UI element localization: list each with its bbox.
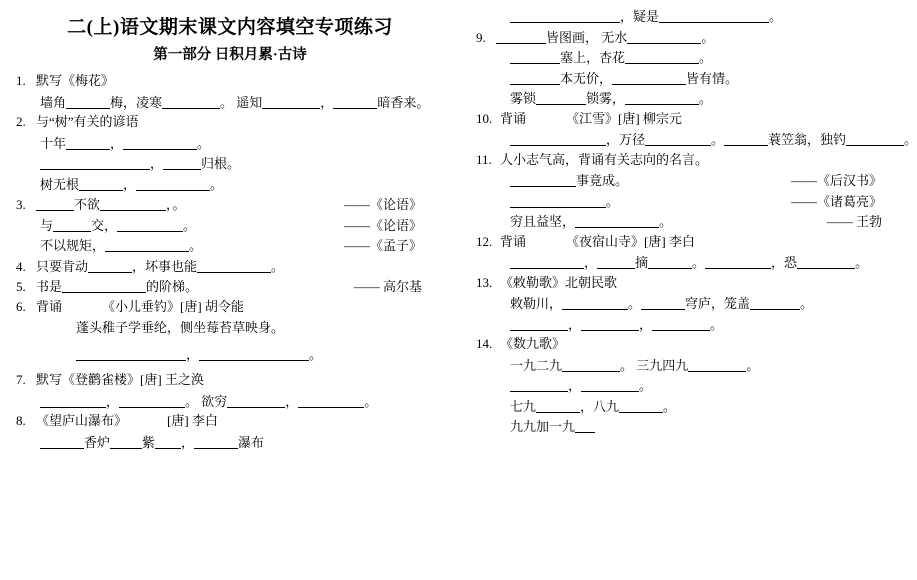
source-citation: ——《论语》: [343, 217, 422, 233]
source-citation: ——《论语》: [343, 197, 422, 213]
question-number: 8.: [16, 413, 26, 429]
fill-blank[interactable]: [536, 399, 580, 413]
fill-blank[interactable]: [227, 394, 285, 408]
source-citation: ——《诸葛亮》: [790, 193, 882, 209]
fill-blank[interactable]: [510, 71, 560, 85]
question-number: 3.: [16, 197, 26, 213]
fill-blank[interactable]: [612, 71, 686, 85]
static-text: 。: [701, 29, 715, 45]
fill-blank[interactable]: [510, 50, 560, 64]
fill-blank[interactable]: [163, 156, 201, 170]
static-text: 。: [746, 357, 760, 373]
static-text: 。: [189, 238, 203, 254]
fill-line-with-source: [476, 212, 898, 232]
fill-line: [16, 134, 444, 154]
question-heading: [476, 151, 898, 169]
fill-blank[interactable]: [123, 136, 197, 150]
fill-blank[interactable]: [136, 177, 210, 191]
fill-blank[interactable]: [88, 259, 132, 273]
static-text: ，万径: [606, 132, 646, 148]
static-text: 穷且益坚，: [510, 214, 576, 230]
fill-blank[interactable]: [625, 91, 699, 105]
fill-line-with-source: [476, 192, 898, 212]
question-heading: [476, 274, 898, 292]
static-text: ，坏事也能: [132, 258, 198, 274]
fill-blank[interactable]: [597, 255, 635, 269]
fill-blank[interactable]: [197, 259, 271, 273]
fill-blank[interactable]: [333, 95, 377, 109]
static-text: 不以规矩，: [40, 238, 106, 254]
right-column: [454, 0, 917, 580]
static-text: 。: [699, 50, 713, 65]
static-text: 。 三九四九: [620, 357, 689, 373]
fill-blank[interactable]: [100, 197, 166, 211]
fill-line: [476, 397, 898, 417]
poem-line: 蓬头稚子学垂纶，侧坐莓苔草映身。: [76, 320, 285, 336]
poem-title-line: [16, 298, 444, 316]
fill-blank[interactable]: [40, 394, 106, 408]
static-text: 。: [663, 398, 677, 414]
static-text: ，: [166, 197, 173, 213]
fill-line: [476, 356, 898, 376]
static-text: 。: [271, 258, 285, 274]
static-text: 。: [210, 176, 224, 192]
static-text: 。: [197, 135, 211, 151]
static-text: 。: [711, 132, 725, 148]
question-heading: [476, 335, 898, 353]
static-text: 默写《登鹳雀楼》[唐] 王之涣: [36, 372, 204, 388]
question-number: 14.: [476, 336, 493, 352]
static-text: 树无根: [40, 176, 80, 192]
fill-line-with-source: [16, 236, 444, 256]
fill-blank[interactable]: [562, 296, 628, 310]
fill-line: [476, 315, 898, 335]
fill-blank[interactable]: [510, 378, 568, 392]
static-text: 。: [364, 393, 378, 409]
static-text: 墙角: [40, 94, 67, 110]
fill-blank[interactable]: [66, 95, 110, 109]
fill-blank[interactable]: [262, 95, 320, 109]
static-text: 。: [904, 132, 917, 148]
fill-line: [16, 93, 444, 113]
fill-line-with-source: [16, 216, 444, 236]
fill-blank[interactable]: [162, 95, 220, 109]
fill-blank[interactable]: [496, 30, 546, 44]
fill-blank[interactable]: [575, 214, 659, 228]
static-text: 背诵: [36, 298, 63, 314]
fill-blank[interactable]: [510, 9, 620, 23]
question-number: 11.: [476, 151, 492, 167]
static-text: 与“树”有关的谚语: [36, 114, 139, 130]
source-citation: ——《后汉书》: [790, 173, 882, 189]
static-text: 。: [800, 296, 814, 312]
static-text: 人小志气高，背诵有关志向的名言。: [500, 151, 709, 167]
fill-line: [16, 154, 444, 174]
fill-blank[interactable]: [510, 132, 606, 146]
static-text: 梅，凌寒: [110, 94, 163, 110]
static-text: 皆图画， 无水: [546, 29, 628, 45]
poem-title: 《夜宿山寺》[唐] 李白: [566, 233, 695, 249]
fill-blank[interactable]: [641, 296, 685, 310]
static-text: 皆有情。: [686, 70, 739, 86]
fill-blank[interactable]: [648, 255, 692, 269]
fill-blank[interactable]: [155, 435, 181, 449]
fill-blank[interactable]: [66, 136, 110, 150]
fill-blank[interactable]: [76, 347, 186, 361]
fill-blank[interactable]: [105, 238, 189, 252]
static-text: ，: [110, 135, 124, 151]
static-text: ，: [285, 393, 299, 409]
fill-blank[interactable]: [36, 197, 74, 211]
fill-line: [476, 69, 898, 89]
fill-line: [476, 7, 898, 27]
poem-title: 《江雪》[唐] 柳宗元: [566, 110, 682, 126]
static-text: 。: [710, 316, 724, 332]
static-text: 。: [183, 217, 197, 233]
static-text: 。: [769, 9, 783, 24]
fill-line: [476, 89, 898, 109]
static-text: 《望庐山瀑布》: [36, 413, 128, 429]
static-text: 。: [628, 296, 642, 312]
fill-blank[interactable]: [510, 255, 584, 269]
fill-blank[interactable]: [688, 358, 746, 372]
fill-blank[interactable]: [510, 173, 576, 187]
static-text: 塞上，杏花: [560, 50, 626, 65]
static-text: 。: [639, 378, 653, 394]
fill-blank[interactable]: [575, 419, 595, 433]
fill-blank[interactable]: [619, 399, 663, 413]
static-text: 。: [659, 214, 673, 230]
static-text: 。 遥知: [220, 94, 263, 110]
fill-blank[interactable]: [652, 317, 710, 331]
static-text: 。: [172, 197, 186, 213]
static-text: 默写《梅花》: [36, 73, 115, 88]
fill-blank[interactable]: [119, 394, 185, 408]
static-text: 本无价，: [560, 70, 613, 86]
question-number: 5.: [16, 279, 26, 295]
fill-blank[interactable]: [659, 9, 769, 23]
static-text: 。 欲穷: [185, 393, 228, 409]
static-text: 。: [855, 255, 869, 271]
static-text: 事竟成。: [576, 173, 629, 189]
spacer: [16, 338, 444, 344]
fill-blank[interactable]: [797, 255, 855, 269]
fill-blank[interactable]: [536, 91, 586, 105]
source-citation: —— 王勃: [826, 214, 882, 230]
static-text: 只要肯动: [36, 258, 89, 274]
fill-line: [16, 345, 444, 365]
fill-blank[interactable]: [510, 194, 606, 208]
fill-blank[interactable]: [199, 347, 309, 361]
fill-line: [476, 417, 898, 437]
source-citation: ——《孟子》: [343, 238, 422, 254]
fill-blank[interactable]: [846, 132, 904, 146]
static-text: 。: [699, 91, 713, 106]
static-text: ，: [150, 156, 164, 172]
static-text: 紫: [142, 434, 156, 450]
fill-blank[interactable]: [117, 218, 183, 232]
fill-blank[interactable]: [581, 378, 639, 392]
question-number: 9.: [476, 29, 486, 45]
left-column: [0, 0, 454, 580]
fill-blank[interactable]: [750, 296, 800, 310]
static-text: 摘: [635, 255, 649, 271]
fill-line: [476, 376, 898, 396]
fill-line: [16, 257, 444, 277]
static-text: 背诵: [500, 110, 527, 126]
fill-line-with-source: [16, 195, 444, 215]
static-text: 九九加一九: [510, 419, 576, 435]
fill-line: [16, 433, 444, 453]
poem-title: 《小儿垂钓》[唐] 胡令能: [102, 298, 244, 314]
right-column-body: [476, 7, 917, 437]
fill-blank[interactable]: [627, 30, 701, 44]
static-text: 归根。: [201, 156, 241, 172]
question-number: 1.: [16, 73, 26, 88]
static-text: ，: [106, 393, 120, 409]
fill-line: [476, 28, 898, 48]
poem-title: [唐] 李白: [167, 413, 218, 429]
static-text: 。: [309, 346, 323, 362]
fill-blank[interactable]: [562, 358, 620, 372]
static-text: ，: [123, 176, 137, 192]
poem-title-line: [476, 233, 898, 251]
static-text: 《数九歌》: [500, 336, 566, 352]
fill-line-with-source: [16, 277, 444, 297]
question-number: 13.: [476, 274, 493, 290]
poem-title-line: [16, 412, 444, 430]
static-text: 。: [692, 255, 706, 271]
fill-blank[interactable]: [194, 435, 238, 449]
fill-blank[interactable]: [79, 177, 123, 191]
static-text: ，: [186, 346, 200, 362]
fill-blank[interactable]: [110, 435, 142, 449]
question-heading: [16, 113, 444, 131]
page-title: 二(上)语文期末课文内容填空专项练习: [67, 17, 393, 38]
static-text: 十年: [40, 135, 67, 151]
static-text: ，: [568, 378, 582, 394]
static-text: 锁雾，: [586, 91, 626, 106]
question-number: 12.: [476, 233, 493, 249]
static-text: 七九: [510, 398, 537, 414]
static-text: 不欲: [74, 197, 101, 213]
fill-blank[interactable]: [581, 317, 639, 331]
static-text: ，八九: [580, 398, 620, 414]
fill-blank[interactable]: [40, 156, 150, 170]
fill-blank[interactable]: [645, 132, 711, 146]
fill-line: [476, 253, 898, 273]
static-text: 穹庐，笼盖: [685, 296, 751, 312]
fill-line: [16, 175, 444, 195]
static-text: ，: [584, 255, 598, 271]
static-text: ，: [639, 316, 653, 332]
fill-blank[interactable]: [510, 317, 568, 331]
question-number: 10.: [476, 110, 493, 126]
static-text: 背诵: [500, 233, 527, 249]
fill-blank[interactable]: [625, 50, 699, 64]
poem-title-line: [476, 110, 898, 128]
static-text: ，疑是: [620, 9, 660, 24]
fill-line: [476, 48, 898, 68]
poem-title-line: [16, 371, 444, 389]
fill-line-with-source: [476, 171, 898, 191]
question-number: 4.: [16, 258, 26, 274]
static-text: 一九二九: [510, 357, 563, 373]
static-text: 瀑布: [238, 434, 265, 450]
static-text: ，恐: [771, 255, 798, 271]
static-text: 书是: [36, 279, 63, 295]
question-number: 6.: [16, 298, 26, 314]
static-text: 。: [606, 193, 620, 209]
section-title: 第一部分 日积月累·古诗: [153, 47, 307, 63]
fill-blank[interactable]: [705, 255, 771, 269]
question-number: 2.: [16, 114, 26, 130]
static-text: ，: [568, 316, 582, 332]
static-text: 的阶梯。: [146, 279, 199, 295]
fill-line: [476, 294, 898, 314]
fill-blank[interactable]: [724, 132, 768, 146]
static-text: ，: [181, 434, 195, 450]
fill-blank[interactable]: [298, 394, 364, 408]
static-text: ，: [320, 94, 334, 110]
static-text: 香炉: [84, 434, 111, 450]
fill-line: [16, 392, 444, 412]
static-text: 蓑笠翁，独钓: [768, 132, 847, 148]
question-number: 7.: [16, 372, 26, 388]
fill-line: [476, 130, 917, 150]
static-text: 暗香来。: [377, 94, 430, 110]
source-citation: —— 高尔基: [353, 279, 422, 295]
static-text: 敕勒川，: [510, 296, 563, 312]
static-text: 雾锁: [510, 91, 537, 106]
static-text: 交，: [91, 217, 118, 233]
static-text: 与: [40, 217, 54, 233]
static-text: 《敕勒歌》北朝民歌: [500, 274, 618, 290]
fill-blank[interactable]: [62, 279, 146, 293]
fill-blank[interactable]: [53, 218, 91, 232]
left-column-body: [16, 72, 444, 452]
question-heading: [16, 72, 444, 90]
fill-blank[interactable]: [40, 435, 84, 449]
